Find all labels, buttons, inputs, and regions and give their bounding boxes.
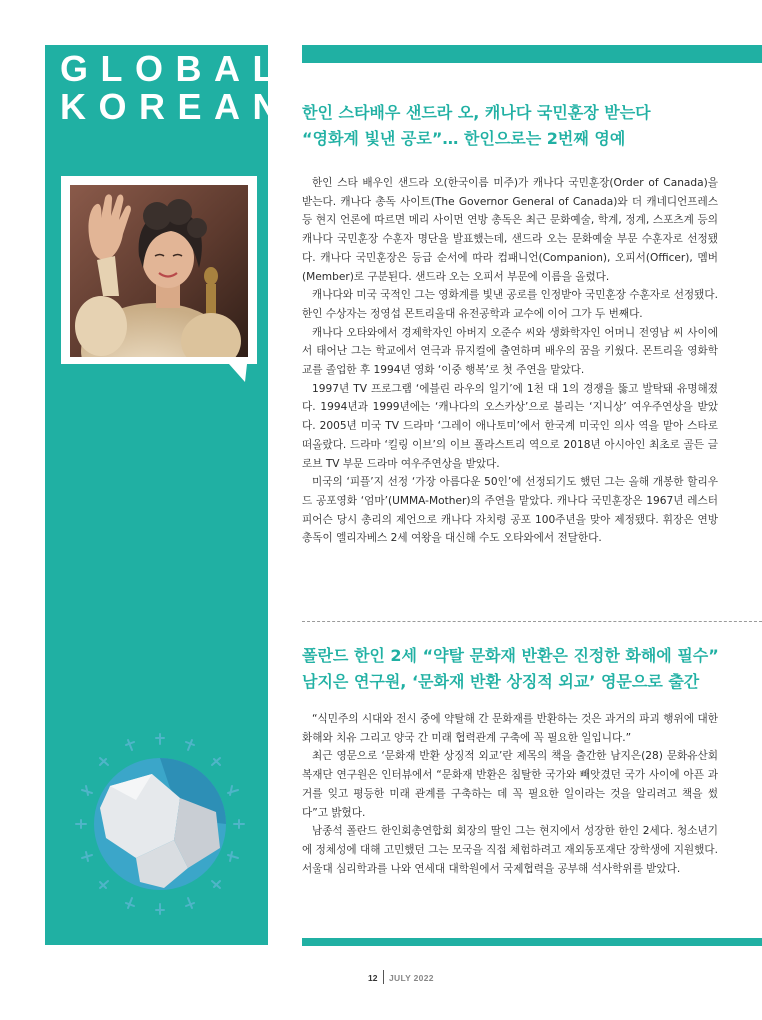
article1-paragraph: 미국의 ‘피플’지 선정 ‘가장 아름다운 50인’에 선정되기도 했던 그는 올해 개봉한 할리우드 공포영화 ‘엄마’(UMMA-Mother)의 주연을 맡았다. 캐나다 국민훈장은 1967년 레스터 피어슨 당시 총리의 제언으로 캐나다 자치령 공포 100주년을 맞아 제정됐다. 휘장은 연방 총독이 엘리자베스 2세 여왕을 대신해 수도 오타와에서 전달한다.: [302, 476, 718, 545]
article2-headline: [302, 643, 742, 695]
top-accent-bar: [302, 45, 762, 63]
brand-line-global: GLOBAL: [60, 48, 287, 89]
page-number: 12: [368, 973, 378, 983]
article2-paragraph: 남종석 폴란드 한인회총연합회 회장의 딸인 그는 현지에서 성장한 한인 2세다. 청소년기에 정체성에 대해 고민했던 그는 모국을 직접 체험하려고 재외동포재단 장학생에 지원했다. 서울대 심리학과를 나와 연세대 대학원에서 국제협력을 공부해 석사학위를 받았다.: [302, 825, 718, 875]
bottom-accent-bar: [302, 938, 762, 946]
article1-paragraph: 캐나다 오타와에서 경제학자인 아버지 오준수 씨와 생화학자인 어머니 전영남 씨 사이에서 태어난 그는 학교에서 연극과 뮤지컬에 출연하며 배우의 꿈을 키웠다. 몬트리올 영화학교를 졸업한 후 1994년 영화 ‘이중 행복’로 첫 주연을 맡았다.: [302, 326, 718, 377]
footer-separator: [383, 970, 384, 984]
article1-headline: [302, 100, 742, 152]
section-brand: [60, 50, 291, 126]
section-divider: [302, 621, 762, 622]
brand-line-korean: KOREAN: [60, 86, 292, 127]
article2-headline-line1: 폴란드 한인 2세 “약탈 문화재 반환은 진정한 화해에 필수”: [302, 646, 719, 665]
article1-paragraph: 캐나다와 미국 국적인 그는 영화계를 빛낸 공로를 인정받아 국민훈장 수훈자로 선정됐다. 한인 수상자는 정영섭 몬트리올대 유전공학과 교수에 이어 그가 두 번째다.: [302, 289, 718, 320]
portrait-photo-icon: [61, 176, 257, 382]
article1-headline-line2: “영화계 빛낸 공로”… 한인으로는 2번째 영예: [302, 129, 626, 148]
article1-paragraph: 한인 스타 배우인 샌드라 오(한국이름 미주)가 캐나다 국민훈장(Order of Canada)을 받는다. 캐나다 총독 사이트(The Governor General of Canada)와 더 캐네디언프레스 등 현지 언론에 따르면 메리 사이먼 연방 총독은 최근 문화예술, 학계, 정계, 스포츠계 등의 캐나다 국민훈장 수훈자 명단을 발표했는데, 샌드라 오는 문화예술 부문 수훈자로 선정됐다. 캐나다 국민훈장은 등급 순서에 따라 컴패니언(Companion), 오피서(Officer), 멤버(Member)로 구분된다. 샌드라 오는 오피서 부문에 이름을 올렸다.: [302, 177, 718, 283]
article2-paragraph: 최근 영문으로 ‘문화재 반환 상징적 외교’란 제목의 책을 출간한 남지은(28) 문화유산회복재단 연구원은 인터뷰에서 “문화재 반환은 침탈한 국가와 빼앗겼던 국가 사이에 아픈 과거를 잊고 평등한 미래 관계를 구축하는 데 꼭 필요한 일이라는 것을 알리려고 책을 썼다”고 밝혔다.: [302, 750, 718, 819]
article2-headline-line2: 남지은 연구원, ‘문화재 반환 상징적 외교’ 영문으로 출간: [302, 672, 700, 691]
article1-headline-line1: 한인 스타배우 샌드라 오, 캐나다 국민훈장 받는다: [302, 103, 651, 122]
issue-date: JULY 2022: [389, 973, 434, 983]
article2-paragraph: “식민주의 시대와 전시 중에 약탈해 간 문화재를 반환하는 것은 과거의 파괴 행위에 대한 화해와 치유 그리고 양국 간 미래 협력관계 구축에 꼭 필요한 일입니다.”: [302, 713, 718, 744]
globe-with-people-icon: [70, 728, 250, 918]
article2-body: [302, 710, 718, 878]
article1-body: [302, 174, 718, 548]
article1-paragraph: 1997년 TV 프로그램 ‘에블린 라우의 일기’에 1천 대 1의 경쟁을 뚫고 발탁돼 유명해졌다. 1994년과 1999년에는 ‘캐나다의 오스카상’으로 불리는 ‘지니상’ 여우주연상을 받았다. 2005년 미국 TV 드라마 ‘그레이 애나토미’에서 한국계 미국인 의사 역을 맡아 스타로 떠올랐다. 드라마 ‘킬링 이브’의 이브 폴라스트리 역으로 2018년 아시아인 최초로 골든 글로브 TV 부문 드라마 여우주연상을 받았다.: [302, 382, 718, 470]
